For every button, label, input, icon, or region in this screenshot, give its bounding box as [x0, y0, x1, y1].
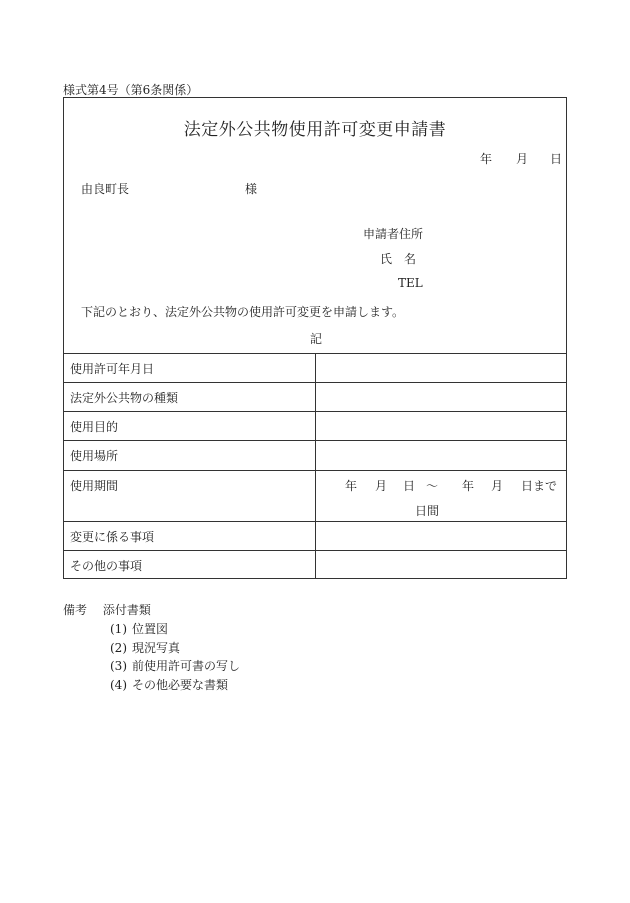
- period-end-month: 月: [491, 479, 504, 493]
- attachment-num: (1): [110, 622, 127, 636]
- addressee-name: 由良町長: [81, 182, 130, 196]
- attachment-item: [110, 657, 240, 674]
- date-year: 年: [480, 152, 493, 166]
- table-row-label: 法定外公共物の種類: [70, 391, 179, 405]
- period-tilde: 〜: [426, 479, 439, 493]
- attachment-text: その他必要な書類: [132, 678, 229, 692]
- form-title: 法定外公共物使用許可変更申請書: [183, 120, 447, 140]
- attachment-item: [110, 620, 168, 637]
- table-row-label: 使用場所: [70, 449, 119, 463]
- table-row-label: 使用期間: [70, 479, 119, 493]
- period-start-day: 日: [403, 479, 416, 493]
- period-start-month: 月: [375, 479, 388, 493]
- attachment-item: [110, 676, 228, 693]
- attachment-num: (4): [110, 678, 127, 692]
- application-frame: [63, 97, 567, 579]
- attachment-text: 現況写真: [132, 641, 181, 655]
- applicant-address-label: 申請者住所: [363, 227, 424, 241]
- ki: 記: [310, 332, 323, 346]
- date-day: 日: [550, 152, 563, 166]
- table-row-label: 使用許可年月日: [70, 362, 155, 376]
- table-row-label: その他の事項: [70, 559, 143, 573]
- table-row-label: 変更に係る事項: [70, 530, 155, 544]
- statement: 下記のとおり、法定外公共物の使用許可変更を申請します。: [81, 305, 405, 319]
- attachments-label: 添付書類: [102, 603, 151, 617]
- attachment-text: 前使用許可書の写し: [132, 659, 241, 673]
- attachment-num: (3): [110, 659, 127, 673]
- period-days: 日間: [415, 504, 440, 518]
- period-end-day: 日まで: [521, 479, 558, 493]
- period-end-year: 年: [462, 479, 475, 493]
- period-start-year: 年: [345, 479, 358, 493]
- applicant-tel-label: TEL: [398, 276, 423, 290]
- remarks-label: 備考: [63, 603, 88, 617]
- addressee-honorific: 様: [245, 182, 258, 196]
- table-row-label: 使用目的: [70, 420, 119, 434]
- attachment-text: 位置図: [132, 622, 169, 636]
- remarks: [63, 601, 151, 618]
- form-id: 様式第4号（第6条関係）: [63, 83, 199, 97]
- attachment-num: (2): [110, 641, 127, 655]
- attachment-item: [110, 639, 180, 656]
- applicant-name-label: 氏 名: [380, 252, 417, 266]
- table-divider: [315, 353, 316, 578]
- date-month: 月: [516, 152, 529, 166]
